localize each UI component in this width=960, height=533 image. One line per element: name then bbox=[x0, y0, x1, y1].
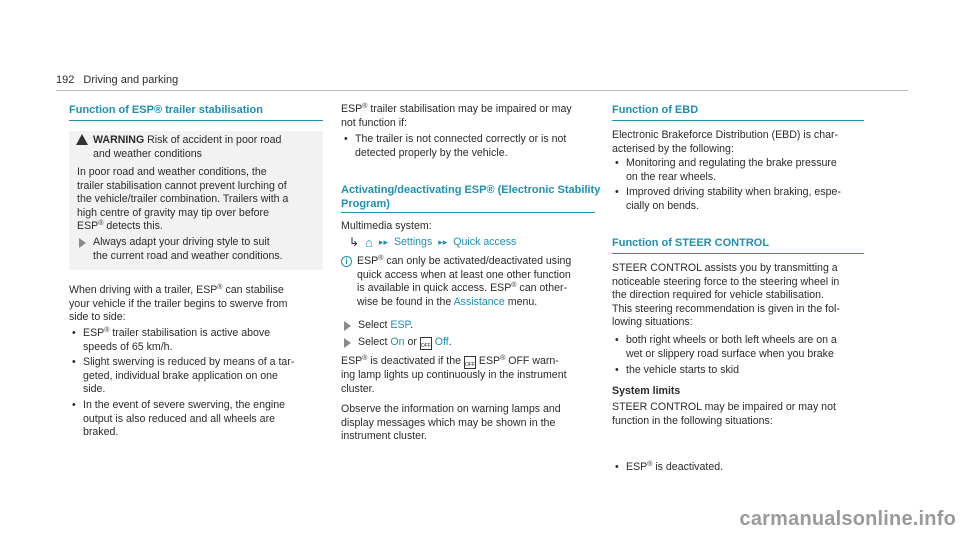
system-limits-title: System limits bbox=[612, 385, 681, 397]
observe-text: Observe the information on warning lamps and display messages which may be shown in the instrument cluster. bbox=[341, 403, 561, 443]
page-header bbox=[56, 74, 178, 88]
list-item: • ESP® trailer stabilisation is active above speeds of 65 km/h. bbox=[69, 327, 331, 354]
action-arrow-icon bbox=[79, 238, 86, 248]
select-on-off: Select On or OFF Off. bbox=[358, 336, 452, 349]
trailer-intro: When driving with a trailer, ESP® can stabilise your vehicle if the trailer begins to swerve from side to side: bbox=[69, 284, 288, 324]
on-option[interactable]: On bbox=[390, 336, 405, 348]
chevron-right-icon: ▸▸ bbox=[378, 237, 388, 247]
system-label: Multimedia system: bbox=[341, 220, 432, 232]
header-rule bbox=[56, 90, 908, 91]
page-number: 192 bbox=[56, 74, 75, 86]
ebd-bullets bbox=[612, 157, 874, 213]
ebd-text: Electronic Brakeforce Distribution (EBD) is char- acterised by the following: bbox=[612, 129, 839, 155]
list-item: • Monitoring and regulating the brake pressure on the rear wheels. bbox=[612, 157, 874, 184]
deactivated-text: ESP® is deactivated if the OFF ESP® OFF warn- ing lamp lights up continuously in the instrument cluster. bbox=[341, 355, 567, 395]
steer-text: STEER CONTROL assists you by transmitting a noticeable steering force to the steering wheel in the direction required for vehicle stabilisation. This steering recommendation is given in the fol- lowing situations: bbox=[612, 262, 840, 329]
heading-rule-2 bbox=[341, 212, 595, 213]
info-note: ESP® can only be activated/deactivated using quick access when at least one other function is available in quick access. ESP® can other- wise be found in the Assistance menu. bbox=[357, 255, 572, 308]
list-item: • In the event of severe swerving, the engine output is also reduced and all wheels are braked. bbox=[69, 399, 331, 440]
warning-icon bbox=[76, 134, 88, 145]
limits-text: STEER CONTROL may be impaired or may not function in the following situations: bbox=[612, 401, 836, 427]
heading-rule-4 bbox=[612, 253, 864, 254]
home-icon[interactable]: ⌂ bbox=[365, 235, 373, 250]
heading-activate-esp: Activating/deactivating ESP® (Electronic Stability Program) bbox=[341, 184, 601, 210]
action-arrow-icon bbox=[344, 338, 351, 348]
heading-rule-3 bbox=[612, 120, 864, 121]
heading-ebd: Function of EBD bbox=[612, 104, 699, 116]
chevron-right-icon: ▸▸ bbox=[438, 237, 448, 247]
action-arrow-icon bbox=[344, 321, 351, 331]
trailer-bullets bbox=[69, 327, 331, 440]
esp-option[interactable]: ESP bbox=[390, 319, 411, 331]
corner-arrow-icon: ↳ bbox=[349, 235, 360, 249]
off-option[interactable]: Off bbox=[434, 336, 449, 348]
list-item: • the vehicle starts to skid bbox=[612, 364, 874, 378]
list-item: • Slight swerving is reduced by means of a tar- geted, individual brake application on one side. bbox=[69, 356, 331, 397]
heading-rule-1 bbox=[69, 120, 323, 121]
list-item: • both right wheels or both left wheels are on a wet or slippery road surface when you brake bbox=[612, 334, 874, 361]
menu-settings[interactable]: Settings bbox=[393, 236, 433, 248]
col2-intro: ESP® trailer stabilisation may be impaired or may not function if: bbox=[341, 103, 572, 129]
menu-path bbox=[349, 236, 516, 250]
select-esp: Select ESP. bbox=[358, 319, 414, 331]
list-item: • ESP® is deactivated. bbox=[612, 461, 874, 475]
esp-off-icon: OFF bbox=[464, 356, 476, 369]
esp-off-icon: OFF bbox=[420, 337, 432, 350]
assistance-link[interactable]: Assistance bbox=[453, 295, 505, 308]
steer-bullets bbox=[612, 334, 874, 378]
menu-quick-access[interactable]: Quick access bbox=[453, 236, 517, 248]
section-title: Driving and parking bbox=[83, 74, 179, 86]
list-item: • Improved driving stability when braking, espe- cially on bends. bbox=[612, 186, 874, 213]
heading-esp-trailer: Function of ESP® trailer stabilisation bbox=[69, 104, 263, 116]
warning-body: In poor road and weather conditions, the trailer stabilisation cannot prevent lurching of the vehicle/trailer combination. Trailers with a high centre of gravity may tip over before ESP® detects this. bbox=[77, 166, 289, 233]
warning-line2: and weather conditions bbox=[93, 148, 202, 160]
watermark: carmanualsonline.info bbox=[739, 508, 956, 531]
info-icon: i bbox=[341, 256, 352, 267]
heading-steer-control: Function of STEER CONTROL bbox=[612, 237, 770, 249]
list-item: • The trailer is not connected correctly or is not detected properly by the vehicle. bbox=[341, 133, 603, 160]
warning-title: WARNING Risk of accident in poor road bbox=[93, 134, 282, 146]
warning-action: Always adapt your driving style to suit the current road and weather conditions. bbox=[93, 236, 283, 262]
